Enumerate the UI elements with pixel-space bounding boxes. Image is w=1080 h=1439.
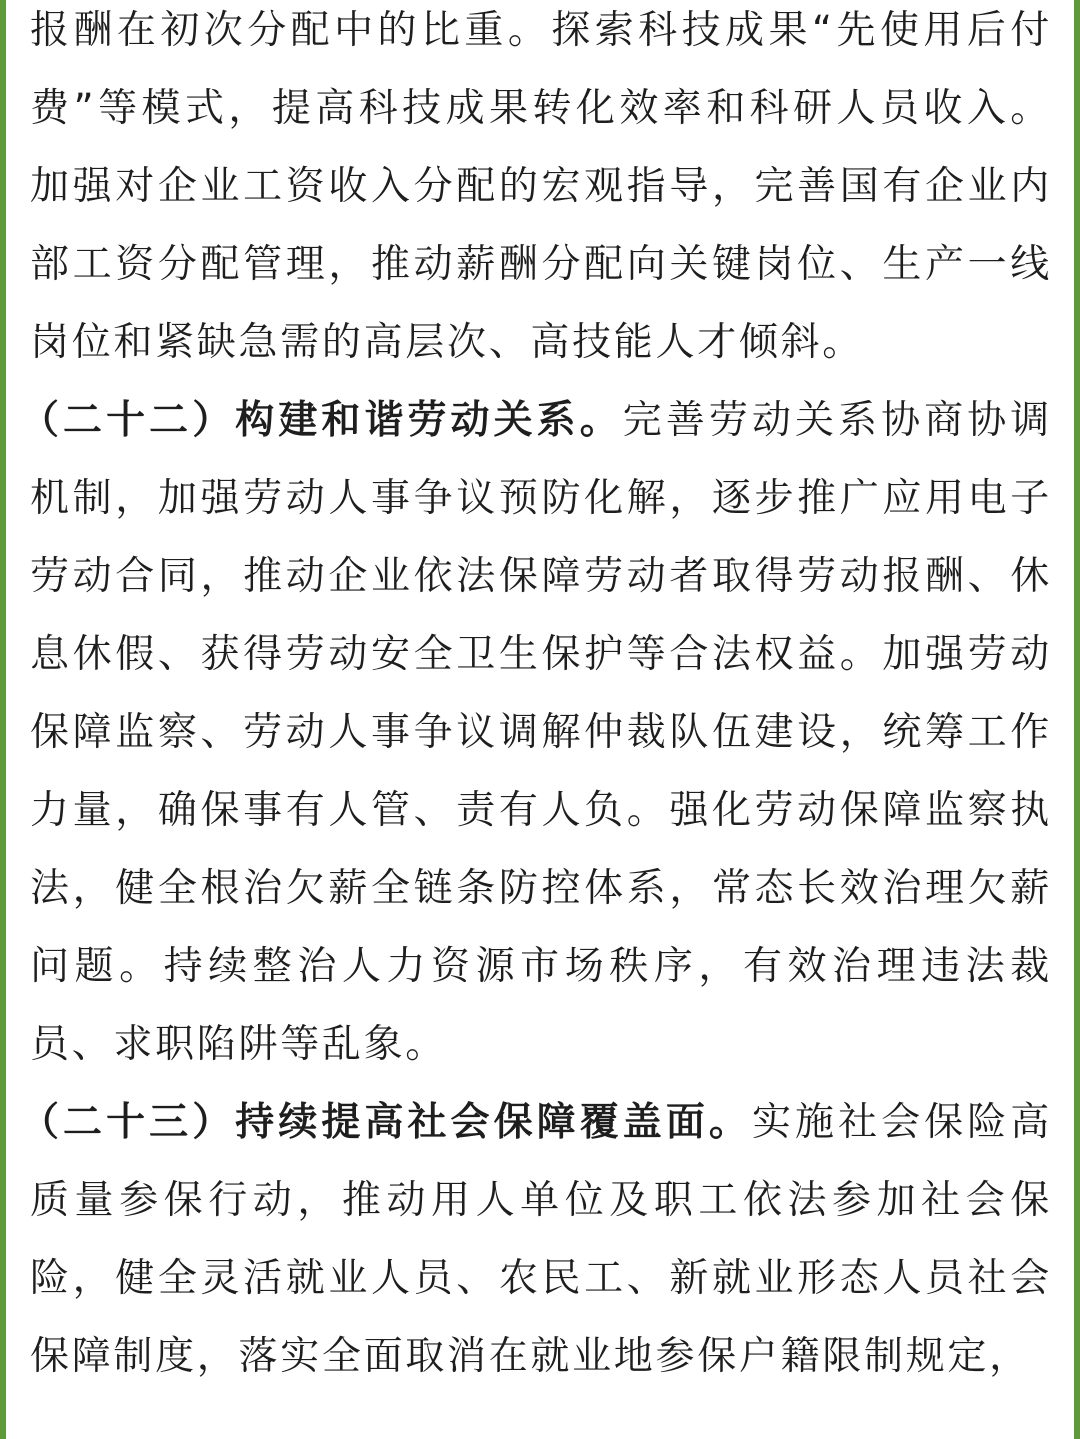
paragraph-labor-relations — [20, 382, 1052, 1084]
paragraph-text: 完善劳动关系协商协调机制，加强劳动人事争议预防化解，逐步推广应用电子劳动合同，推动企业依法保障劳动者取得劳动报酬、休息休假、获得劳动安全卫生保护等合法权益。加强劳动保障监察、劳动人事争议调解仲裁队伍建设，统筹工作力量，确保事有人管、责有人负。强化劳动保障监察执法，健全根治欠薪全链条防控体系，常态长效治理欠薪问题。持续整治人力资源市场秩序，有效治理违法裁员、求职陷阱等乱象。 — [30, 398, 1052, 1067]
paragraph-text: 报酬在初次分配中的比重。探索科技成果“先使用后付费”等模式，提高科技成果转化效率和科研人员收入。加强对企业工资收入分配的宏观指导，完善国有企业内部工资分配管理，推动薪酬分配向关键岗位、生产一线岗位和紧缺急需的高层次、高技能人才倾斜。 — [30, 8, 1052, 365]
document-body — [20, 0, 1052, 1396]
section-heading: （二十三）持续提高社会保障覆盖面。 — [20, 1100, 752, 1145]
section-heading: （二十二）构建和谐劳动关系。 — [20, 398, 623, 443]
page-border-left — [0, 0, 6, 1439]
paragraph-income-distribution — [30, 0, 1052, 382]
page-border-right — [1074, 0, 1080, 1439]
paragraph-social-security — [20, 1084, 1052, 1396]
paragraph-text: 实施社会保险高质量参保行动，推动用人单位及职工依法参加社会保险，健全灵活就业人员、农民工、新就业形态人员社会保障制度，落实全面取消在就业地参保户籍限制规定， — [30, 1100, 1052, 1379]
